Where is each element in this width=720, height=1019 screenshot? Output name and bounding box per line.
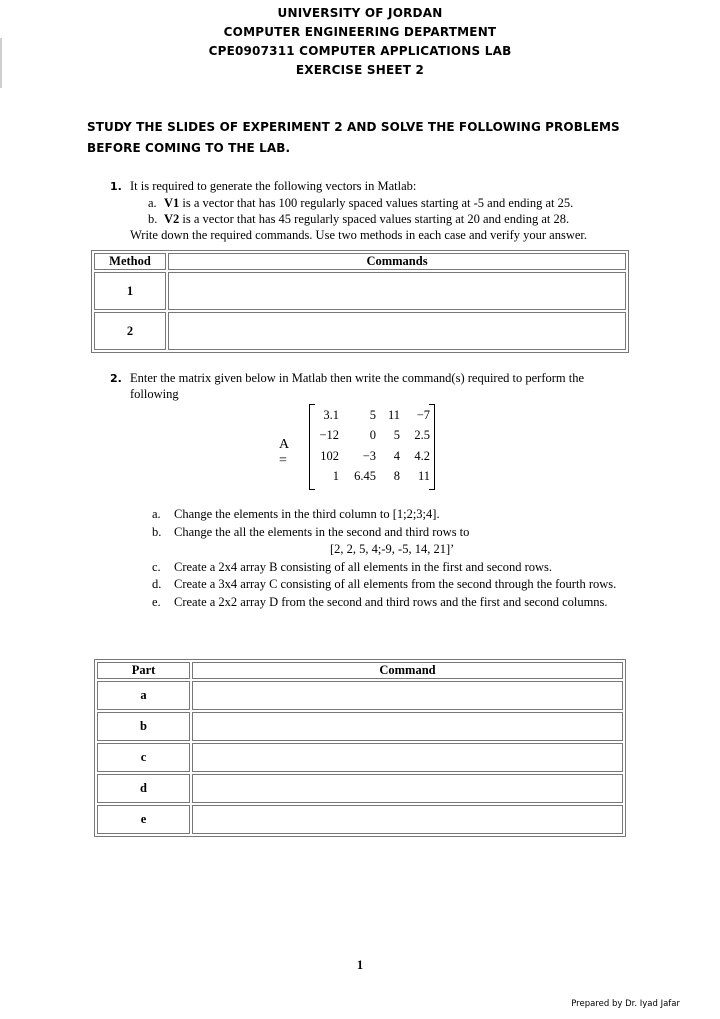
row-label: e — [97, 805, 190, 834]
matrix-cell: 4.2 — [414, 448, 430, 463]
problem-1 — [110, 178, 587, 243]
document-header — [0, 4, 720, 80]
department-name: COMPUTER ENGINEERING DEPARTMENT — [223, 25, 497, 39]
answer-cell[interactable] — [192, 805, 623, 834]
list-item: b. Change the all the elements in the second and third rows to — [152, 524, 470, 539]
sheet-title: EXERCISE SHEET 2 — [295, 63, 425, 77]
university-name: UNIVERSITY OF JORDAN — [277, 6, 443, 20]
table-row — [97, 774, 623, 803]
answer-cell[interactable] — [192, 681, 623, 710]
answer-cell[interactable] — [192, 743, 623, 772]
list-item: c. Create a 2x4 array B consisting of all elements in the first and second rows. — [152, 559, 553, 574]
matrix-cell: 5 — [369, 407, 376, 422]
vector-name: V1 — [164, 196, 180, 210]
matrix-cell: 3.1 — [323, 407, 339, 422]
problem-number: 2. — [110, 372, 122, 385]
matrix-cell: −3 — [362, 448, 376, 463]
row-label: c — [97, 743, 190, 772]
table-header: Commands — [168, 253, 626, 270]
table-row — [97, 681, 623, 710]
matrix-cell: 8 — [393, 469, 400, 484]
row-label: b — [97, 712, 190, 741]
problem-2 — [110, 370, 630, 402]
row-label: 2 — [94, 312, 166, 350]
table-row — [94, 312, 626, 350]
list-item: d. Create a 3x4 array C consisting of all elements from the second through the fourth rows. — [152, 577, 617, 591]
matrix-cell: −7 — [416, 407, 430, 422]
task-list — [152, 506, 622, 611]
list-item: b. V2 is a vector that has 45 regularly spaced values starting at 20 and ending at 28. — [148, 212, 570, 226]
table-row — [97, 743, 623, 772]
table-header: Part — [97, 662, 190, 679]
matrix-row — [313, 446, 430, 467]
matrix-cell: −12 — [319, 428, 339, 443]
matrix-row — [313, 467, 430, 488]
answer-cell[interactable] — [192, 712, 623, 741]
matrix-row — [313, 405, 430, 426]
matrix-cell: 102 — [320, 448, 339, 463]
matrix-cell: 0 — [369, 428, 376, 443]
table-row — [97, 712, 623, 741]
matrix-cell: 4 — [393, 448, 400, 463]
matrix-cell: 6.45 — [354, 469, 376, 484]
answer-cell[interactable] — [192, 774, 623, 803]
matrix-cell: 11 — [417, 469, 430, 484]
matrix-cell: 5 — [393, 428, 400, 443]
problem-text: It is required to generate the following vectors in Matlab: — [130, 179, 417, 193]
matrix-body — [309, 404, 435, 488]
matrix-row — [313, 426, 430, 447]
matrix-cell: 1 — [332, 469, 339, 484]
answer-cell[interactable] — [168, 272, 626, 310]
vector-name: V2 — [164, 212, 180, 226]
table-header: Method — [94, 253, 166, 270]
table-row — [94, 272, 626, 310]
methods-table — [91, 250, 629, 353]
problem-number: 1. — [110, 180, 122, 193]
table-header: Command — [192, 662, 623, 679]
page-number: 1 — [356, 958, 364, 972]
row-label: 1 — [94, 272, 166, 310]
table-row — [97, 805, 623, 834]
row-label: d — [97, 774, 190, 803]
intro-instructions: STUDY THE SLIDES OF EXPERIMENT 2 AND SOLVE THE FOLLOWING PROBLEMS BEFORE COMING TO THE LAB. — [87, 120, 620, 155]
commands-table — [94, 659, 626, 837]
course-title: CPE0907311 COMPUTER APPLICATIONS LAB — [208, 44, 512, 58]
matrix-cell: 2.5 — [414, 428, 430, 443]
problem-text: Enter the matrix given below in Matlab then write the command(s) required to perform the following — [130, 371, 585, 401]
matrix-label: A = — [279, 437, 289, 468]
problem-note: Write down the required commands. Use two methods in each case and verify your answer. — [130, 228, 587, 242]
target-vector: [2, 2, 5, 4;-9, -5, 14, 21]’ — [330, 542, 455, 556]
list-item: a. Change the elements in the third column to [1;2;3;4]. — [152, 507, 440, 521]
answer-cell[interactable] — [168, 312, 626, 350]
row-label: a — [97, 681, 190, 710]
list-item: a. V1 is a vector that has 100 regularly spaced values starting at -5 and ending at 25. — [148, 196, 574, 210]
footer-credit: Prepared by Dr. Iyad Jafar — [571, 999, 680, 1009]
matrix-cell: 11 — [387, 407, 400, 422]
list-item: e. Create a 2x2 array D from the second and third rows and the first and second columns. — [152, 594, 608, 609]
